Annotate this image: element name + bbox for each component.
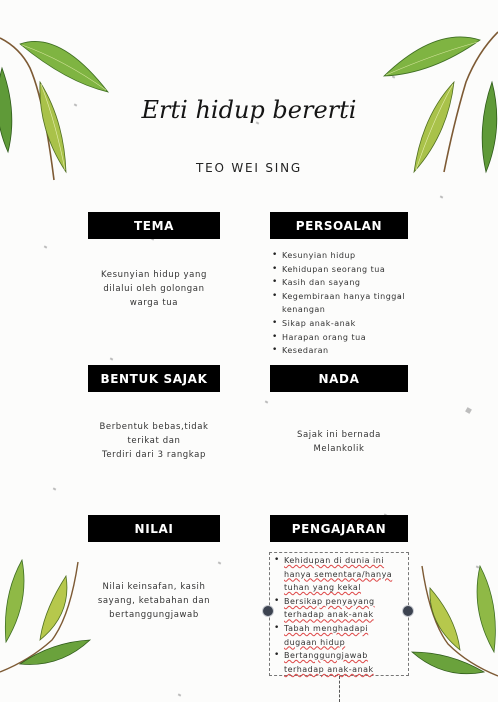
pengajaran-line: tuhan yang kekal — [284, 583, 362, 593]
nilai-text — [86, 580, 222, 622]
pengajaran-line: terhadap anak-anak — [284, 610, 374, 620]
nada-line: Sajak ini bernada — [297, 430, 381, 440]
tema-text — [88, 268, 220, 310]
pengajaran-line: • Tabah menghadapi — [284, 623, 369, 633]
nada-text — [270, 428, 408, 456]
pengajaran-item — [272, 554, 408, 595]
tema-line: dilalui oleh golongan — [103, 284, 205, 294]
pengajaran-line: • Bersikap penyayang — [284, 596, 375, 606]
heading-pengajaran: PENGAJARAN — [270, 515, 408, 542]
pengajaran-item — [272, 595, 408, 622]
persoalan-list — [270, 249, 410, 358]
nada-line: Melankolik — [313, 444, 365, 454]
paper-speck — [465, 407, 472, 414]
paper-speck — [265, 400, 269, 403]
pengajaran-line: • Bertanggungjawab — [284, 651, 368, 661]
pengajaran-list[interactable] — [272, 554, 408, 676]
pengajaran-line: hanya sementara/hanya — [284, 569, 393, 579]
leaf-branch-bottom-right-icon — [408, 560, 498, 684]
nilai-line: Nilai keinsafan, kasih — [102, 582, 206, 592]
persoalan-item: • Kesedaran — [270, 344, 410, 358]
persoalan-item: • Harapan orang tua — [270, 331, 410, 345]
tema-line: Kesunyian hidup yang — [101, 270, 207, 280]
paper-speck — [440, 195, 444, 198]
heading-nada: NADA — [270, 365, 408, 392]
connector-line — [339, 676, 340, 702]
pengajaran-item — [272, 649, 408, 676]
heading-bentuk-sajak: BENTUK SAJAK — [88, 365, 220, 392]
persoalan-item: • Kasih dan sayang — [270, 276, 410, 290]
nilai-line: bertanggungjawab — [109, 610, 199, 620]
persoalan-item: • Kesunyian hidup — [270, 249, 410, 263]
author-name: TEO WEI SING — [195, 161, 302, 175]
nilai-line: sayang, ketabahan dan — [97, 596, 211, 606]
heading-nilai: NILAI — [88, 515, 220, 542]
persoalan-item: • Sikap anak-anak — [270, 317, 410, 331]
heading-tema: TEMA — [88, 212, 220, 239]
pengajaran-item — [272, 622, 408, 649]
persoalan-item: • Kehidupan seorang tua — [270, 263, 410, 277]
bentuk-line: terikat dan — [127, 436, 181, 446]
pengajaran-line: dugaan hidup — [284, 637, 346, 647]
bentuk-text — [82, 420, 226, 462]
paper-speck — [218, 561, 222, 564]
pengajaran-line: • Kehidupan di dunia ini — [284, 556, 385, 565]
poster-title: Erti hidup bererti — [141, 96, 357, 124]
tema-line: warga tua — [129, 298, 179, 308]
heading-persoalan: PERSOALAN — [270, 212, 408, 239]
paper-speck — [44, 245, 48, 248]
paper-speck — [178, 693, 182, 696]
paper-speck — [53, 487, 57, 490]
pengajaran-line: terhadap anak-anak — [284, 664, 374, 674]
paper-speck — [110, 357, 114, 360]
leaf-branch-bottom-left-icon — [0, 556, 96, 676]
bentuk-line: Berbentuk bebas,tidak — [99, 422, 209, 432]
persoalan-item: • Kegembiraan hanya tinggal kenangan — [270, 290, 410, 317]
bentuk-line: Terdiri dari 3 rangkap — [102, 450, 206, 460]
